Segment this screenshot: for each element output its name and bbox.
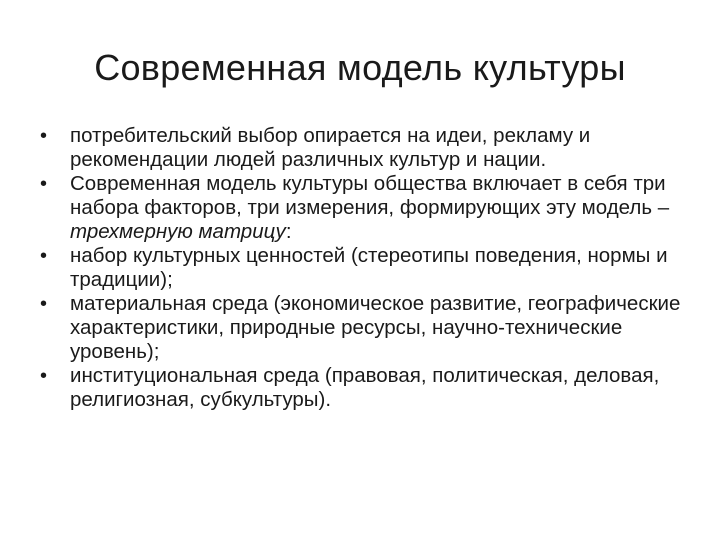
- bullet-item: [40, 292, 690, 364]
- bullet-item: [40, 244, 690, 292]
- bullet-text: потребительский выбор опирается на идеи, рекламу и рекомендации людей различных культур и нации.: [70, 124, 591, 171]
- bullet-item: [40, 172, 690, 244]
- bullet-dot-icon: •: [40, 365, 48, 387]
- bullet-dot-icon: •: [40, 293, 48, 315]
- bullet-text: набор культурных ценностей (стереотипы поведения, нормы и традиции);: [70, 244, 668, 291]
- bullet-text: Современная модель культуры общества включает в себя три набора факторов, три измерения, формирующих эту модель –: [70, 172, 670, 219]
- bullet-text: материальная среда (экономическое развитие, географические характеристики, природные ресурсы, научно-технические уровень);: [70, 292, 681, 363]
- bullet-dot-icon: •: [40, 245, 48, 267]
- bullet-list: [40, 124, 690, 412]
- bullet-text-suffix: :: [285, 220, 292, 243]
- bullet-item: [40, 364, 690, 412]
- bullet-item: [40, 124, 690, 172]
- bullet-text: институциональная среда (правовая, политическая, деловая, религиозная, субкультуры).: [70, 364, 660, 411]
- slide-title: Современная модель культуры: [94, 47, 626, 88]
- bullet-dot-icon: •: [40, 173, 48, 195]
- bullet-emphasis: трехмерную матрицу: [70, 220, 286, 243]
- bullet-dot-icon: •: [40, 125, 48, 147]
